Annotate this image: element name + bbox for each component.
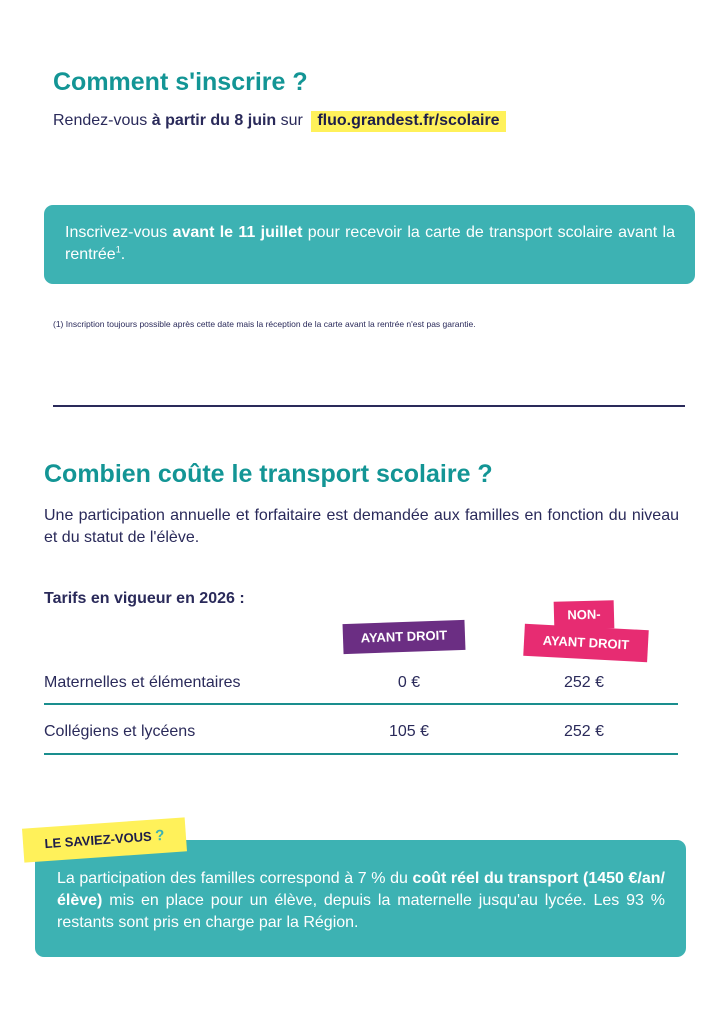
info-suffix: mis en place pour un élève, depuis la maternelle jusqu'au lycée. Les 93 % restants sont pris en charge par la Région. <box>57 892 665 931</box>
registration-link[interactable]: fluo.grandest.fr/scolaire <box>311 111 505 132</box>
deadline-date: avant le 11 juillet <box>172 224 303 241</box>
deadline-prefix: Inscrivez-vous <box>65 224 173 241</box>
footnote-ref: 1 <box>115 244 121 255</box>
deadline-callout <box>44 205 695 284</box>
column-tag-ayant-droit: AYANT DROIT <box>343 620 466 654</box>
info-bold: coût réel du transport (1450 €/an/élève) <box>57 870 665 909</box>
row-divider <box>44 703 678 705</box>
column-tag-non: NON- <box>554 600 615 630</box>
tarifs-heading: Tarifs en vigueur en 2026 : <box>44 590 245 607</box>
footnote: (1) Inscription toujours possible après cette date mais la réception de la carte avant la rentrée n'est pas garantie. <box>53 319 476 329</box>
intro-prefix: Rendez-vous <box>53 112 152 129</box>
section-divider <box>53 405 685 407</box>
row-label: Maternelles et élémentaires <box>44 674 241 691</box>
column-tag-non-ayant-droit: AYANT DROIT <box>523 624 649 662</box>
price-ayant-droit: 0 € <box>397 674 421 691</box>
price-non-ayant-droit: 252 € <box>563 674 605 691</box>
info-prefix: La participation des familles correspond à 7 % du <box>57 870 413 887</box>
intro-suffix: sur <box>276 112 308 129</box>
row-divider <box>44 753 678 755</box>
row-label: Collégiens et lycéens <box>44 723 196 740</box>
price-ayant-droit: 105 € <box>388 723 430 740</box>
deadline-end: . <box>120 246 126 263</box>
did-you-know-label: LE SAVIEZ-VOUS <box>43 828 153 852</box>
info-callout <box>35 840 686 957</box>
table-row <box>44 723 678 763</box>
cost-intro: Une participation annuelle et forfaitaire est demandée aux familles en fonction du niveau et du statut de l'élève. <box>44 507 679 546</box>
table-row <box>44 674 678 714</box>
intro-date: à partir du 8 juin <box>151 112 277 129</box>
section-title-inscrire: Comment s'inscrire ? <box>53 68 308 96</box>
inscription-intro <box>53 111 506 132</box>
deadline-suffix: pour recevoir la carte de transport scolaire avant la rentrée <box>65 224 676 263</box>
price-non-ayant-droit: 252 € <box>563 723 605 740</box>
section-title-cost: Combien coûte le transport scolaire ? <box>44 460 493 488</box>
question-mark-icon: ? <box>154 826 166 845</box>
